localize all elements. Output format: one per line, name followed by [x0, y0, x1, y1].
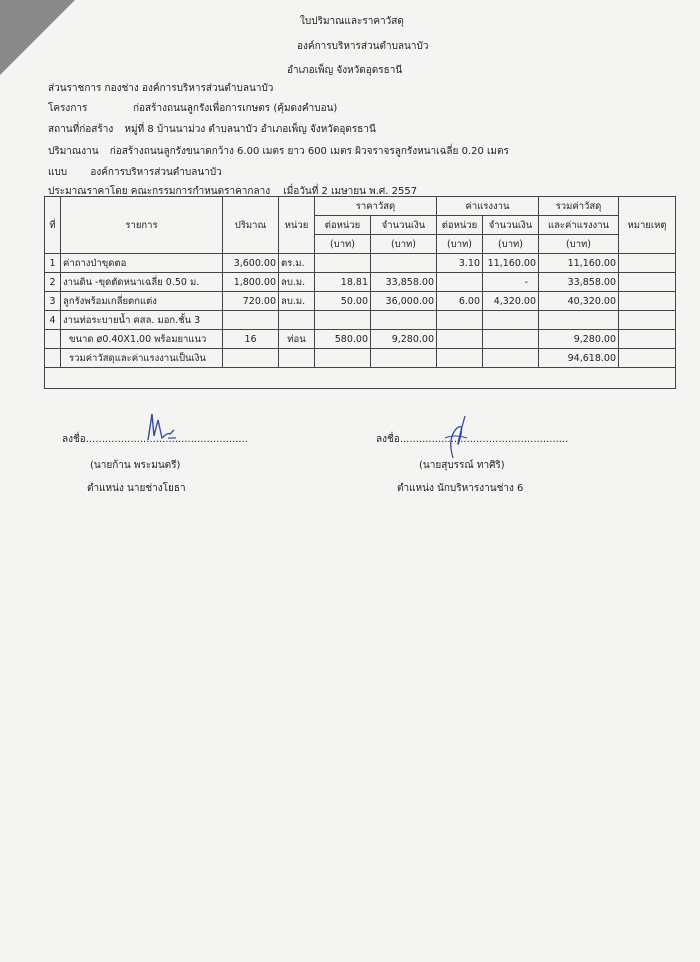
table-row: 1 ค่าถางป่าขุดตอ 3,600.00 ตร.ม. 3.10 11,160.00 11,160.00: [45, 254, 676, 273]
col-material-header: ราคาวัสดุ: [315, 197, 437, 216]
table-row: 3 ลูกรังพร้อมเกลี่ยตกแต่ง 720.00 ลบ.ม. 50.00 36,000.00 6.00 4,320.00 40,320.00: [45, 292, 676, 311]
estimate-date: เมื่อวันที่ 2 เมษายน พ.ศ. 2557: [283, 186, 418, 197]
left-signer-position: ตำแหน่ง นายช่างโยธา: [87, 483, 186, 494]
labor-per-unit-header: ต่อหน่วย: [437, 216, 483, 235]
sum-total: 94,618.00: [539, 349, 619, 368]
district-name: อำเภอเพ็ญ จังหวัดอุดรธานี: [287, 65, 403, 76]
location-value: หมู่ที่ 8 บ้านนาม่วง ตำบลนาบัว อำเภอเพ็ญ จังหวัดอุดรธานี: [124, 124, 376, 135]
table-header-row-1: [45, 197, 676, 216]
left-signature-mark: [140, 410, 180, 444]
project-line: [48, 101, 338, 116]
col-total-header-1: รวมค่าวัสดุ: [539, 197, 619, 216]
right-signer-position: ตำแหน่ง นักบริหารงานช่าง 6: [397, 483, 524, 494]
design-label: แบบ: [48, 167, 68, 178]
design-line: [48, 165, 222, 180]
col-remark-header: หมายเหตุ: [619, 197, 676, 254]
col-total-header-3: (บาท): [539, 235, 619, 254]
col-item-header: รายการ: [61, 197, 223, 254]
right-sign-line: ลงชื่อ.....................................................: [376, 434, 569, 445]
doc-title: ใบปริมาณและราคาวัสดุ: [300, 16, 404, 27]
table-row: 2 งานดิน -ขุดตัดหนาเฉลี่ย 0.50 ม. 1,800.00 ลบ.ม. 18.81 33,858.00 - 33,858.00: [45, 273, 676, 292]
quantity-value: ก่อสร้างถนนลูกรังขนาดกว้าง 6.00 เมตร ยาว 600 เมตร ผิวจราจรลูกรังหนาเฉลี่ย 0.20 เมตร: [109, 146, 509, 157]
org-name: องค์การบริหารส่วนตำบลนาบัว: [297, 41, 429, 52]
left-signer-name: (นายก้าน พระมนตรี): [90, 460, 181, 471]
col-qty-header: ปริมาณ: [223, 197, 279, 254]
quantity-line: [48, 144, 509, 159]
right-signer-name: (นายสุบรรณ์ ทาศิริ): [419, 460, 505, 471]
estimate-by: ประมาณราคาโดย คณะกรรมการกำหนดราคากลาง: [48, 186, 271, 197]
table-row: ขนาด ø0.40X1.00 พร้อมยาแนว 16 ท่อน 580.00 9,280.00 9,280.00: [45, 330, 676, 349]
project-label: โครงการ: [48, 103, 88, 114]
sum-row: [45, 349, 676, 368]
labor-amount-header: จำนวนเงิน: [483, 216, 539, 235]
page-fold-shadow: [0, 0, 75, 75]
location-line: [48, 122, 376, 137]
design-value: องค์การบริหารส่วนตำบลนาบัว: [90, 167, 222, 178]
location-label: สถานที่ก่อสร้าง: [48, 124, 114, 135]
department-line: ส่วนราชการ กองช่าง องค์การบริหารส่วนตำบลนาบัว: [48, 83, 274, 94]
material-amount-header: จำนวนเงิน: [371, 216, 437, 235]
material-per-unit-baht: (บาท): [315, 235, 371, 254]
sum-label: รวมค่าวัสดุและค่าแรงงานเป็นเงิน: [61, 349, 223, 368]
project-value: ก่อสร้างถนนลูกรังเพื่อการเกษตร (คุ้มดงคำบอน): [133, 103, 338, 114]
col-unit-header: หน่วย: [279, 197, 315, 254]
material-per-unit-header: ต่อหน่วย: [315, 216, 371, 235]
left-sign-line: ลงชื่อ...................................................: [62, 434, 248, 445]
col-no-header: ที่: [45, 197, 61, 254]
table-row: 4 งานท่อระบายน้ำ คสล. มอก.ชั้น 3: [45, 311, 676, 330]
blank-row: [45, 368, 676, 389]
price-table: [44, 196, 676, 389]
col-total-header-2: และค่าแรงงาน: [539, 216, 619, 235]
labor-per-unit-baht: (บาท): [437, 235, 483, 254]
labor-amount-baht: (บาท): [483, 235, 539, 254]
quantity-label: ปริมาณงาน: [48, 146, 99, 157]
material-amount-baht: (บาท): [371, 235, 437, 254]
col-labor-header: ค่าแรงงาน: [437, 197, 539, 216]
